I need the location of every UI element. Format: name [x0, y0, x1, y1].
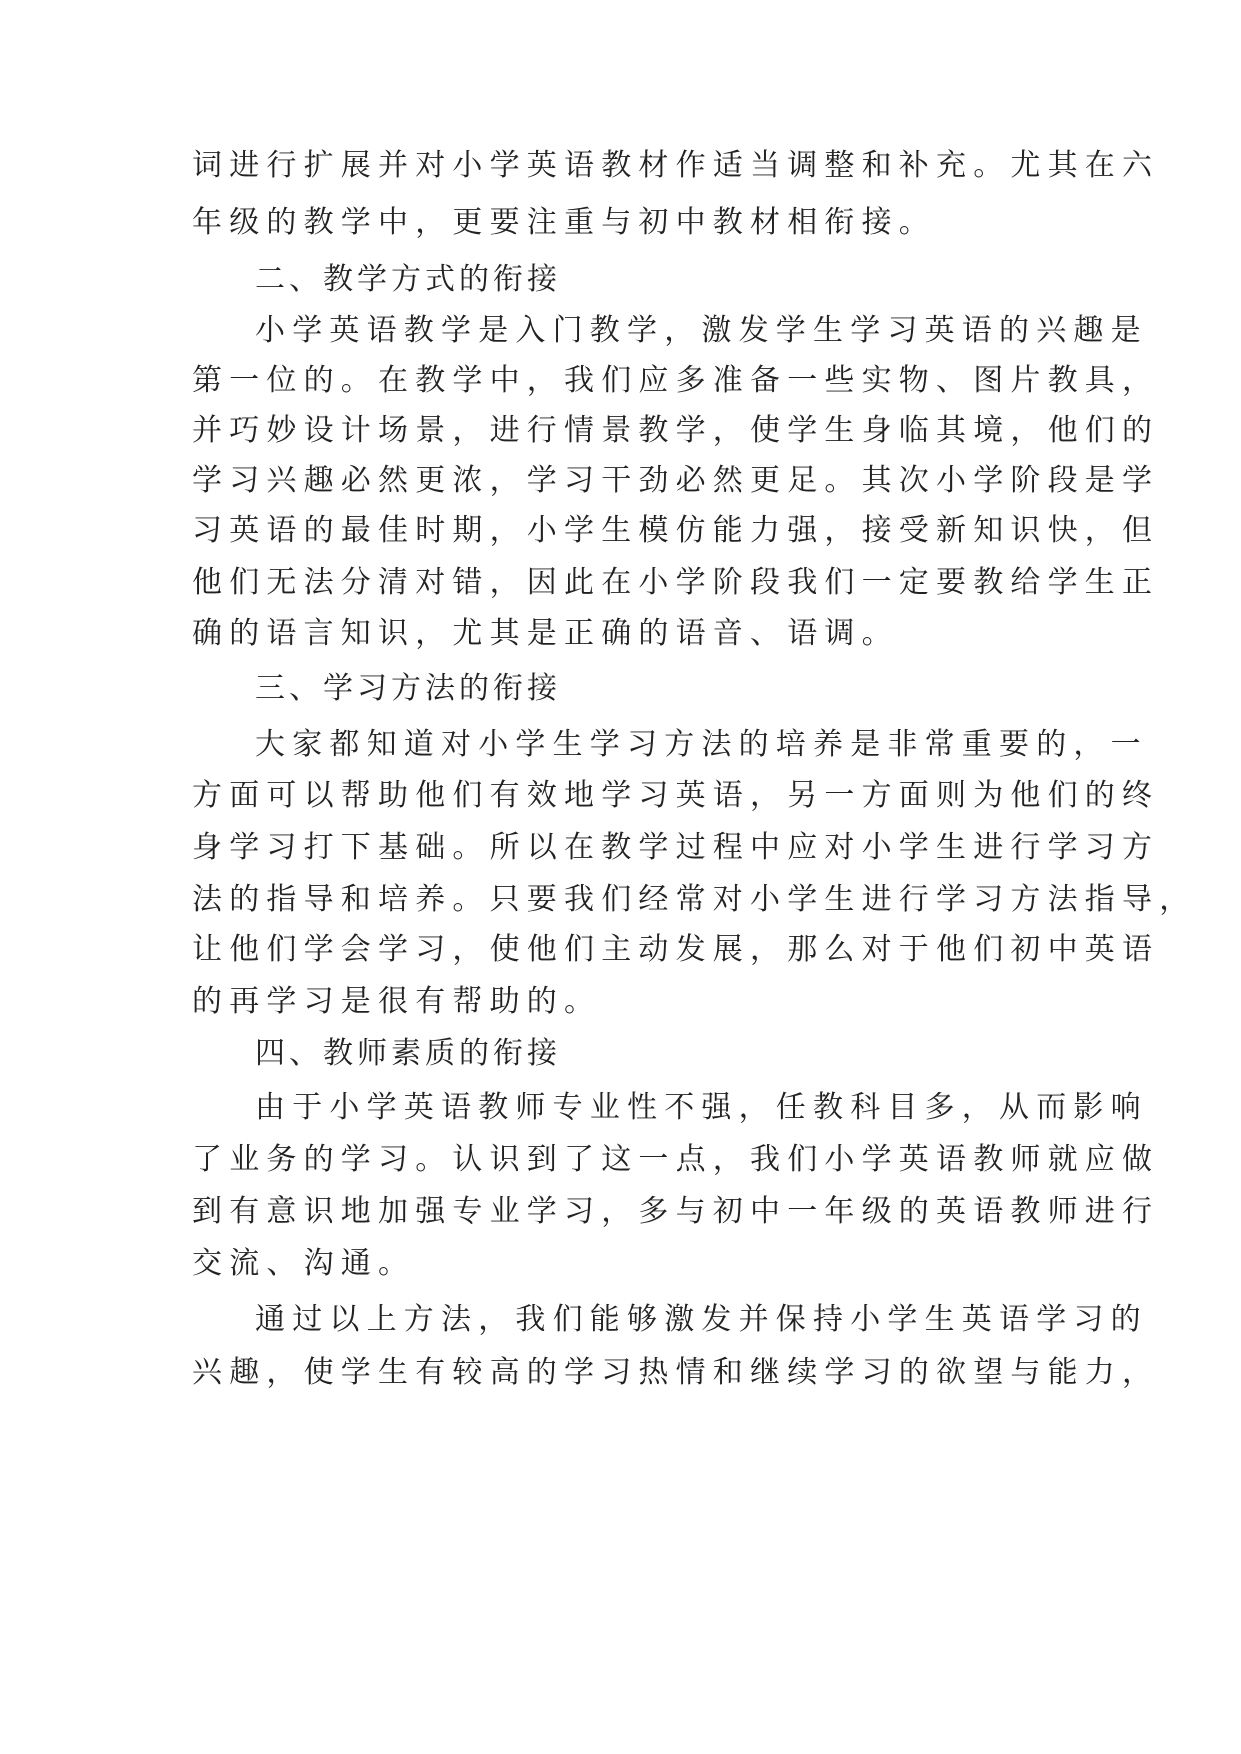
paragraph-line: 词进行扩展并对小学英语教材作适当调整和补充。尤其在六: [192, 148, 1160, 183]
paragraph-line: 通过以上方法，我们能够激发并保持小学生英语学习的: [255, 1302, 1148, 1337]
paragraph-line: 交流、沟通。: [192, 1246, 416, 1281]
paragraph-line: 方面可以帮助他们有效地学习英语，另一方面则为他们的终: [192, 778, 1160, 813]
paragraph-line: 年级的教学中，更要注重与初中教材相衔接。: [192, 205, 936, 240]
paragraph-line: 了业务的学习。认识到了这一点，我们小学英语教师就应做: [192, 1142, 1160, 1177]
paragraph-line: 到有意识地加强专业学习，多与初中一年级的英语教师进行: [192, 1194, 1160, 1229]
paragraph-line: 让他们学会学习，使他们主动发展，那么对于他们初中英语: [192, 932, 1160, 967]
paragraph-line: 由于小学英语教师专业性不强，任教科目多，从而影响: [255, 1090, 1148, 1125]
paragraph-line: 法的指导和培养。只要我们经常对小学生进行学习方法指导，: [192, 882, 1197, 917]
paragraph-line: 习英语的最佳时期，小学生模仿能力强，接受新知识快，但: [192, 513, 1160, 548]
section-heading-3: 三、学习方法的衔接: [255, 671, 561, 706]
paragraph-line: 小学英语教学是入门教学，激发学生学习英语的兴趣是: [255, 313, 1148, 348]
paragraph-line: 他们无法分清对错，因此在小学阶段我们一定要教给学生正: [192, 565, 1160, 600]
paragraph-line: 大家都知道对小学生学习方法的培养是非常重要的，一: [255, 727, 1148, 762]
paragraph-line: 身学习打下基础。所以在教学过程中应对小学生进行学习方: [192, 830, 1160, 865]
paragraph-line: 确的语言知识，尤其是正确的语音、语调。: [192, 616, 899, 651]
paragraph-line: 学习兴趣必然更浓，学习干劲必然更足。其次小学阶段是学: [192, 463, 1160, 498]
section-heading-2: 二、教学方式的衔接: [255, 262, 561, 297]
paragraph-line: 兴趣，使学生有较高的学习热情和继续学习的欲望与能力，: [192, 1355, 1160, 1390]
paragraph-line: 并巧妙设计场景，进行情景教学，使学生身临其境，他们的: [192, 413, 1160, 448]
paragraph-line: 第一位的。在教学中，我们应多准备一些实物、图片教具，: [192, 363, 1160, 398]
paragraph-line: 的再学习是很有帮助的。: [192, 984, 602, 1019]
section-heading-4: 四、教师素质的衔接: [255, 1036, 561, 1071]
